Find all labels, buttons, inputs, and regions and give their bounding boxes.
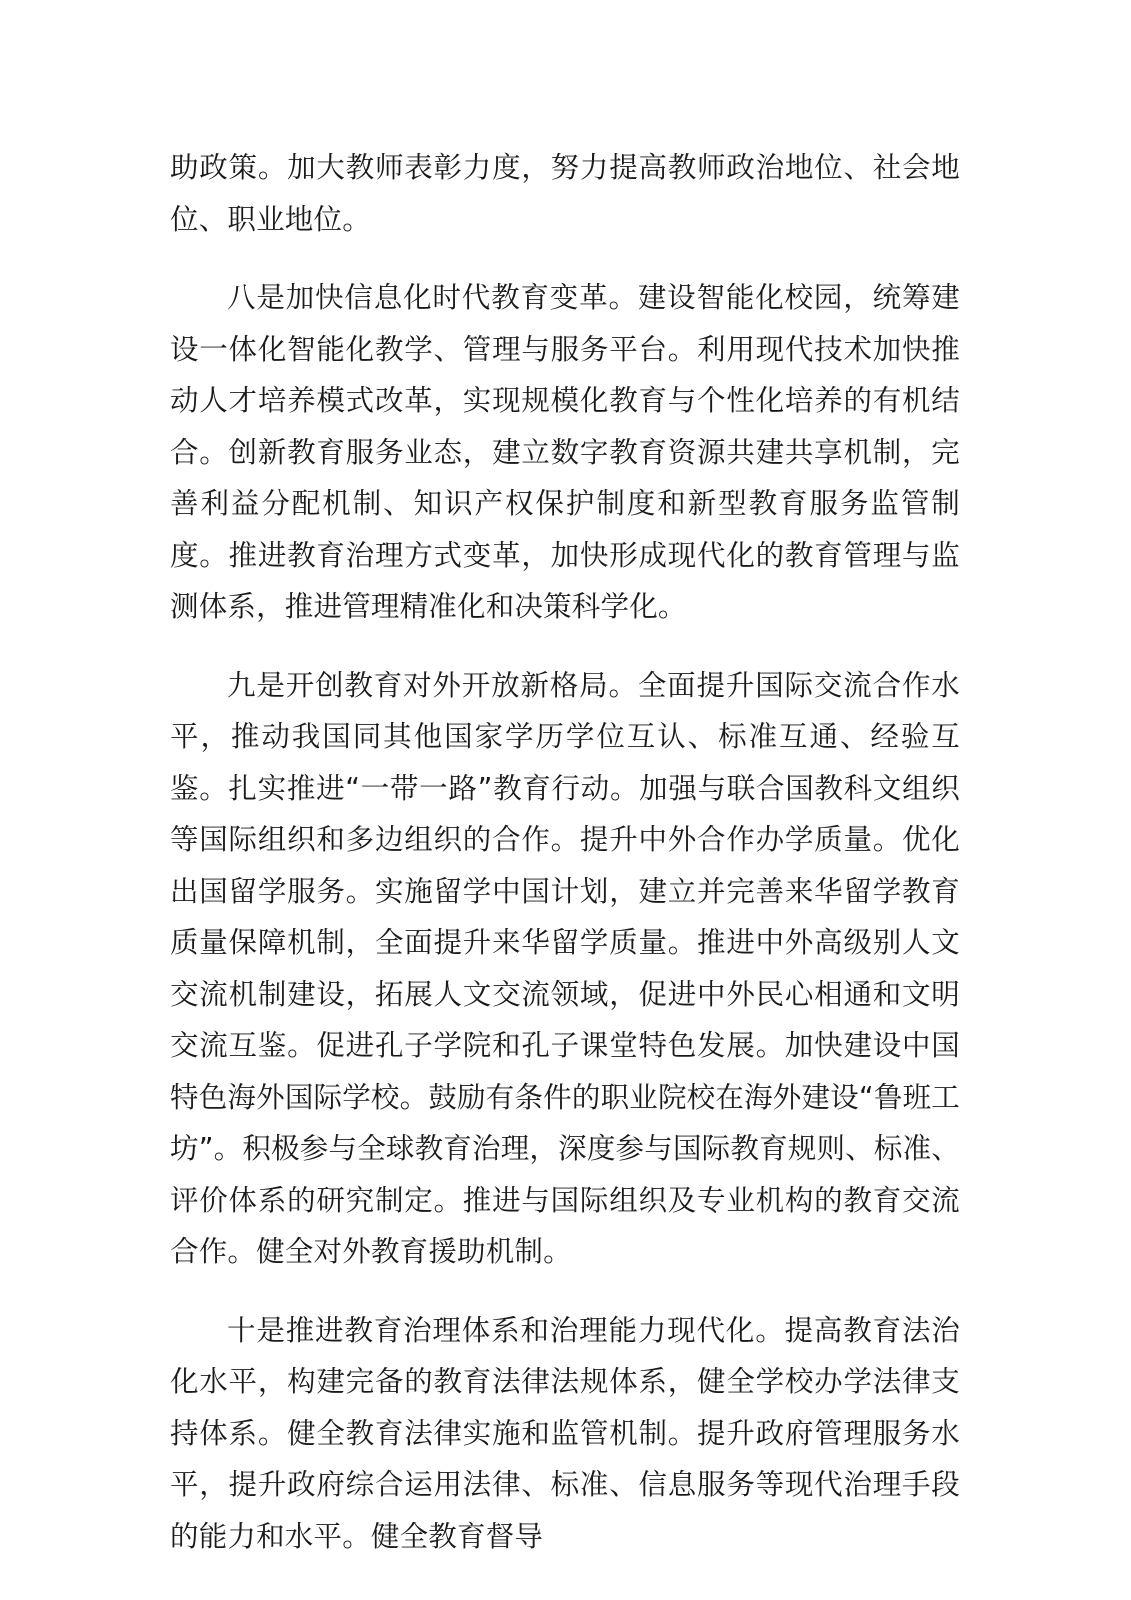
paragraph-3: 九是开创教育对外开放新格局。全面提升国际交流合作水平，推动我国同其他国家学历学位互认、标准互通、经验互鉴。扎实推进“一带一路”教育行动。加强与联合国教科文组织等国际组织和多边组织的合作。提升中外合作办学质量。优化出国留学服务。实施留学中国计划，建立并完善来华留学教育质量保障机制，全面提升来华留学质量。推进中外高级别人文交流机制建设，拓展人文交流领域，促进中外民心相通和文明交流互鉴。促进孔子学院和孔子课堂特色发展。加快建设中国特色海外国际学校。鼓励有条件的职业院校在海外建设“鲁班工坊”。积极参与全球教育治理，深度参与国际教育规则、标准、评价体系的研究制定。推进与国际组织及专业机构的教育交流合作。健全对外教育援助机制。 xyxy=(170,668,960,1268)
paragraph-4: 十是推进教育治理体系和治理能力现代化。提高教育法治化水平，构建完备的教育法律法规体系，健全学校办学法律支持体系。健全教育法律实施和监管机制。提升政府管理服务水平，提升政府综合运用法律、标准、信息服务等现代治理手段的能力和水平。健全教育督导 xyxy=(170,1313,960,1553)
paragraph-1: 助政策。加大教师表彰力度，努力提高教师政治地位、社会地位、职业地位。 xyxy=(170,151,960,236)
document-body xyxy=(170,142,960,1589)
paragraph-2: 八是加快信息化时代教育变革。建设智能化校园，统筹建设一体化智能化教学、管理与服务平台。利用现代技术加快推动人才培养模式改革，实现规模化教育与个性化培养的有机结合。创新教育服务业态，建立数字教育资源共建共享机制，完善利益分配机制、知识产权保护制度和新型教育服务监管制度。推进教育治理方式变革，加快形成现代化的教育管理与监测体系，推进管理精准化和决策科学化。 xyxy=(170,281,960,623)
